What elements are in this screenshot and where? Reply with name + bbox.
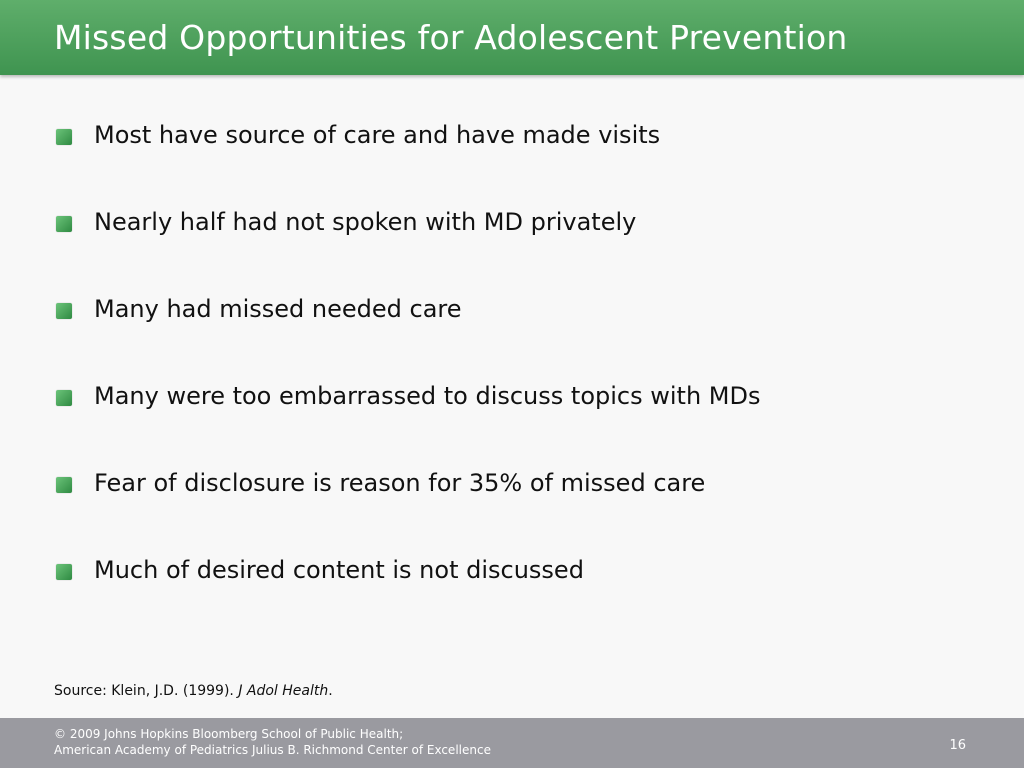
footer-organization: American Academy of Pediatrics Julius B. Richmond Center of Excellence (54, 743, 491, 757)
title-bar (0, 0, 1024, 75)
bullet-item (56, 295, 996, 329)
square-bullet-icon (56, 564, 72, 580)
bullet-item (56, 121, 996, 155)
square-bullet-icon (56, 303, 72, 319)
bullet-text: Most have source of care and have made visits (94, 121, 661, 149)
bullet-text: Many had missed needed care (94, 295, 462, 323)
source-journal: J Adol Health (238, 683, 329, 699)
bullet-text: Nearly half had not spoken with MD privately (94, 208, 637, 236)
bullet-item (56, 556, 996, 590)
source-citation (54, 683, 333, 699)
bullet-item (56, 382, 996, 416)
page-number: 16 (949, 738, 966, 753)
bullet-text: Many were too embarrassed to discuss topics with MDs (94, 382, 761, 410)
bullet-item (56, 469, 996, 503)
square-bullet-icon (56, 390, 72, 406)
footer-copyright: © 2009 Johns Hopkins Bloomberg School of Public Health; (54, 727, 404, 741)
bullet-text: Fear of disclosure is reason for 35% of missed care (94, 469, 706, 497)
source-suffix: . (328, 683, 333, 699)
square-bullet-icon (56, 477, 72, 493)
square-bullet-icon (56, 129, 72, 145)
bullet-item (56, 208, 996, 242)
slide-title: Missed Opportunities for Adolescent Prevention (54, 18, 848, 57)
bullet-text: Much of desired content is not discussed (94, 556, 584, 584)
square-bullet-icon (56, 216, 72, 232)
source-prefix: Source: Klein, J.D. (1999). (54, 683, 239, 699)
